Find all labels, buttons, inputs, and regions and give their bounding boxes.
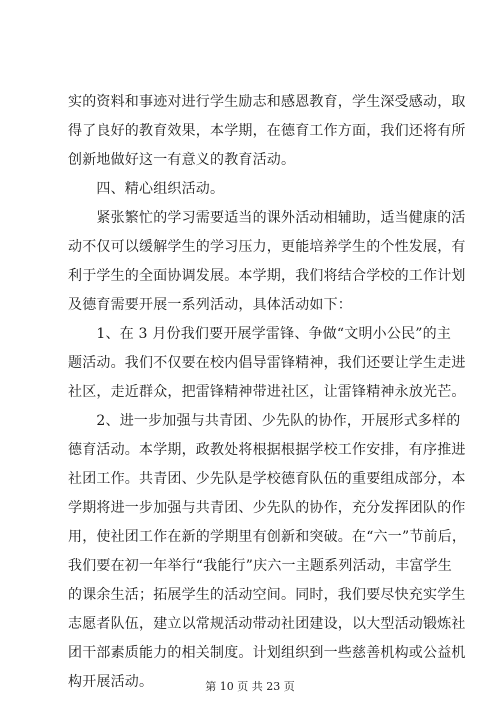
text-line: 1、在 3 月份我们要开展学雷锋、争做“文明小公民”的主 (68, 326, 452, 342)
text-line: 得了良好的教育效果，本学期，在德育工作方面，我们还将有所 (68, 123, 466, 139)
text-line: 社区，走近群众，把雷锋精神带进社区，让雷锋精神永放光芒。 (68, 384, 466, 400)
text-line: 德育活动。本学期，政教处将根据根据学校工作安排，有序推进 (68, 442, 466, 458)
text-line: 及德育需要开展一系列活动，具体活动如下： (68, 297, 352, 313)
text-line: 的课余生活；拓展学生的活动空间。同时，我们要尽快充实学生 (68, 587, 466, 603)
text-line: 学期将进一步加强与共青团、少先队的协作，充分发挥团队的作 (68, 500, 466, 516)
text-line: 我们要在初一年举行“我能行”庆六一主题系列活动，丰富学生 (68, 558, 452, 574)
text-line: 紧张繁忙的学习需要适当的课外活动相辅助，适当健康的活 (68, 210, 466, 226)
text-line: 社团工作。共青团、少先队是学校德育队伍的重要组成部分，本 (68, 471, 466, 487)
text-line: 实的资料和事迹对进行学生励志和感恩教育，学生深受感动，取 (68, 94, 466, 110)
page-number-footer: 第 10 页 共 23 页 (205, 680, 295, 693)
text-line: 用，使社团工作在新的学期里有创新和突破。在“六一”节前后， (68, 529, 467, 545)
text-line: 创新地做好这一有意义的教育活动。 (68, 152, 296, 168)
text-line: 志愿者队伍，建立以常规活动带动社团建设，以大型活动锻炼社 (68, 616, 466, 632)
text-line: 题活动。我们不仅要在校内倡导雷锋精神，我们还要让学生走进 (68, 355, 466, 371)
section-heading: 四、精心组织活动。 (68, 181, 225, 197)
text-line: 2、进一步加强与共青团、少先队的协作，开展形式多样的 (68, 413, 461, 429)
document-body (68, 88, 467, 697)
text-line: 构开展活动。 (68, 674, 154, 690)
text-line: 利于学生的全面协调发展。本学期，我们将结合学校的工作计划 (68, 268, 466, 284)
text-line: 团干部素质能力的相关制度。计划组织到一些慈善机构或公益机 (68, 645, 466, 661)
text-line: 动不仅可以缓解学生的学习压力，更能培养学生的个性发展，有 (68, 239, 466, 255)
